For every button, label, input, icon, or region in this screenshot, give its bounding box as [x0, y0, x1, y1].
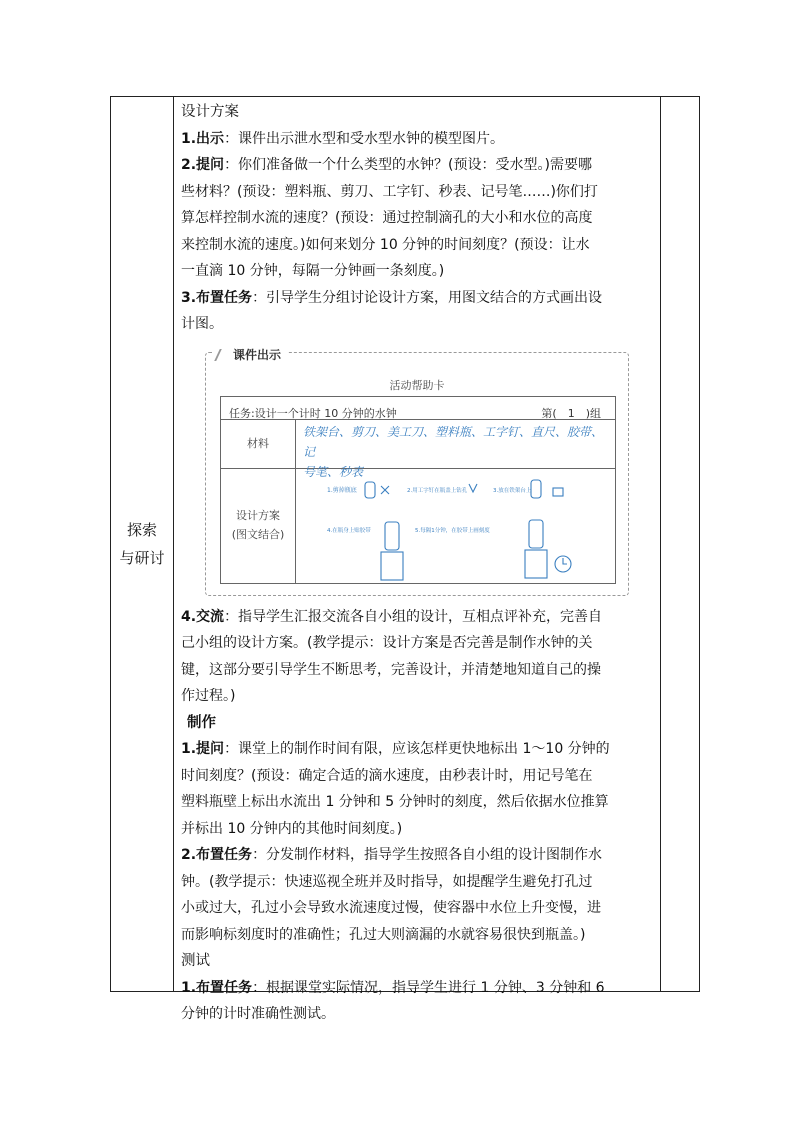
item-assign: 3.布置任务：引导学生分组讨论设计方案，用图文结合的方式画出设 [181, 289, 603, 306]
text-line: 时间刻度？(预设：确定合适的滴水速度，由秒表计时，用记号笔在 [181, 767, 593, 784]
column-divider [173, 97, 174, 991]
design-row [221, 468, 615, 583]
row-label-cell [111, 97, 173, 991]
card-tag: 课件出示 [213, 342, 287, 369]
materials-list: 铁架台、剪刀、美工刀、塑料瓶、工字钉、直尺、胶带、记 号笔、秒表 [303, 424, 604, 479]
sketch-step-2: 2.用工字钉在瓶盖上钻孔 [407, 487, 468, 494]
help-card-table [220, 396, 616, 584]
sketch-step-4: 4.在瓶身上贴胶带 [327, 527, 371, 534]
bottle-icon [365, 482, 375, 498]
section-title-test: 测试 [181, 953, 210, 969]
item-make-ask: 1.提问：课堂上的制作时间有限，应该怎样更快地标出 1～10 分钟的 [181, 741, 610, 757]
design-sketch [297, 468, 617, 585]
sketch-step-5: 5.每隔1分钟，在胶带上画刻度 [415, 527, 490, 534]
bottle-icon [529, 520, 543, 548]
section-title-make: 制作 [187, 714, 216, 731]
lesson-content [181, 99, 655, 1028]
item-exchange: 4.交流：指导学生汇报交流各自小组的设计，互相点评补充，完善自 [181, 608, 603, 625]
item-test-assign: 1.布置任务：根据课堂实际情况，指导学生进行 1 分钟、3 分钟和 6 [181, 979, 605, 996]
sketch-step-3: 3.放在铁架台上 [493, 487, 532, 494]
item-make-assign: 2.布置任务：分发制作材料，指导学生按照各自小组的设计图制作水 [181, 847, 603, 863]
text-line: 作过程。) [181, 688, 236, 704]
text-line: 并标出 10 分钟内的其他时间刻度。) [181, 820, 403, 837]
text-line: 钟。(教学提示：快速巡视全班并及时指导，如提醒学生避免打孔过 [181, 873, 593, 890]
text-line: 算怎样控制水流的速度？(预设：通过控制滴孔的大小和水位的高度 [181, 210, 593, 226]
tag-mark-icon [214, 349, 232, 361]
design-label: 设计方案 (图文结合) [221, 468, 296, 583]
container-icon [381, 552, 403, 580]
card-border [205, 352, 629, 596]
column-divider [660, 97, 661, 991]
sketch-step-1: 1.剪掉瓶底 [327, 486, 357, 494]
activity-card [205, 344, 629, 596]
container-icon [525, 550, 547, 578]
materials-label: 材料 [221, 419, 296, 468]
pushpin-icon [469, 484, 477, 492]
task-text: 任务:设计一个计时 10 分钟的水钟 [229, 406, 397, 420]
task-row [221, 397, 615, 420]
card-title: 活动帮助卡 [389, 378, 445, 392]
item-ask: 2.提问：你们准备做一个什么类型的水钟？(预设：受水型。)需要哪 [181, 157, 592, 173]
stopwatch-hand-icon [563, 558, 567, 564]
text-line: 些材料？(预设：塑料瓶、剪刀、工字钉、秒表、记号笔……)你们打 [181, 183, 598, 200]
lesson-table [110, 96, 700, 1022]
materials-row [221, 419, 615, 479]
text-line: 计图。 [181, 316, 223, 332]
section-title-design: 设计方案 [181, 104, 239, 120]
text-line: 而影响标刻度时的准确性；孔过大则滴漏的水就容易很快到瓶盖。) [181, 926, 586, 943]
stand-icon [553, 488, 563, 496]
scissors-icon [381, 486, 389, 494]
text-line: 键，这部分要引导学生不断思考，完善设计，并清楚地知道自己的操 [181, 661, 601, 678]
text-line: 分钟的计时准确性测试。 [181, 1006, 335, 1022]
text-line: 塑料瓶壁上标出水流出 1 分钟和 5 分钟时的刻度，然后依据水位推算 [181, 794, 609, 810]
text-line: 来控制水流的速度。)如何来划分 10 分钟的时间刻度？(预设：让水 [181, 236, 590, 253]
row-label: 探索 与研讨 [119, 521, 165, 567]
bottle-icon [385, 522, 399, 550]
text-line: 小或过大，孔过小会导致水流速度过慢，使容器中水位上升变慢，进 [181, 900, 601, 916]
bottle-icon [531, 480, 541, 498]
text-line: 己小组的设计方案。(教学提示：设计方案是否完善是制作水钟的关 [181, 635, 593, 651]
group-number: 第( 1 )组 [541, 406, 601, 420]
item-show: 1.出示：课件出示泄水型和受水型水钟的模型图片。 [181, 130, 505, 147]
text-line: 一直滴 10 分钟，每隔一分钟画一条刻度。) [181, 263, 445, 279]
